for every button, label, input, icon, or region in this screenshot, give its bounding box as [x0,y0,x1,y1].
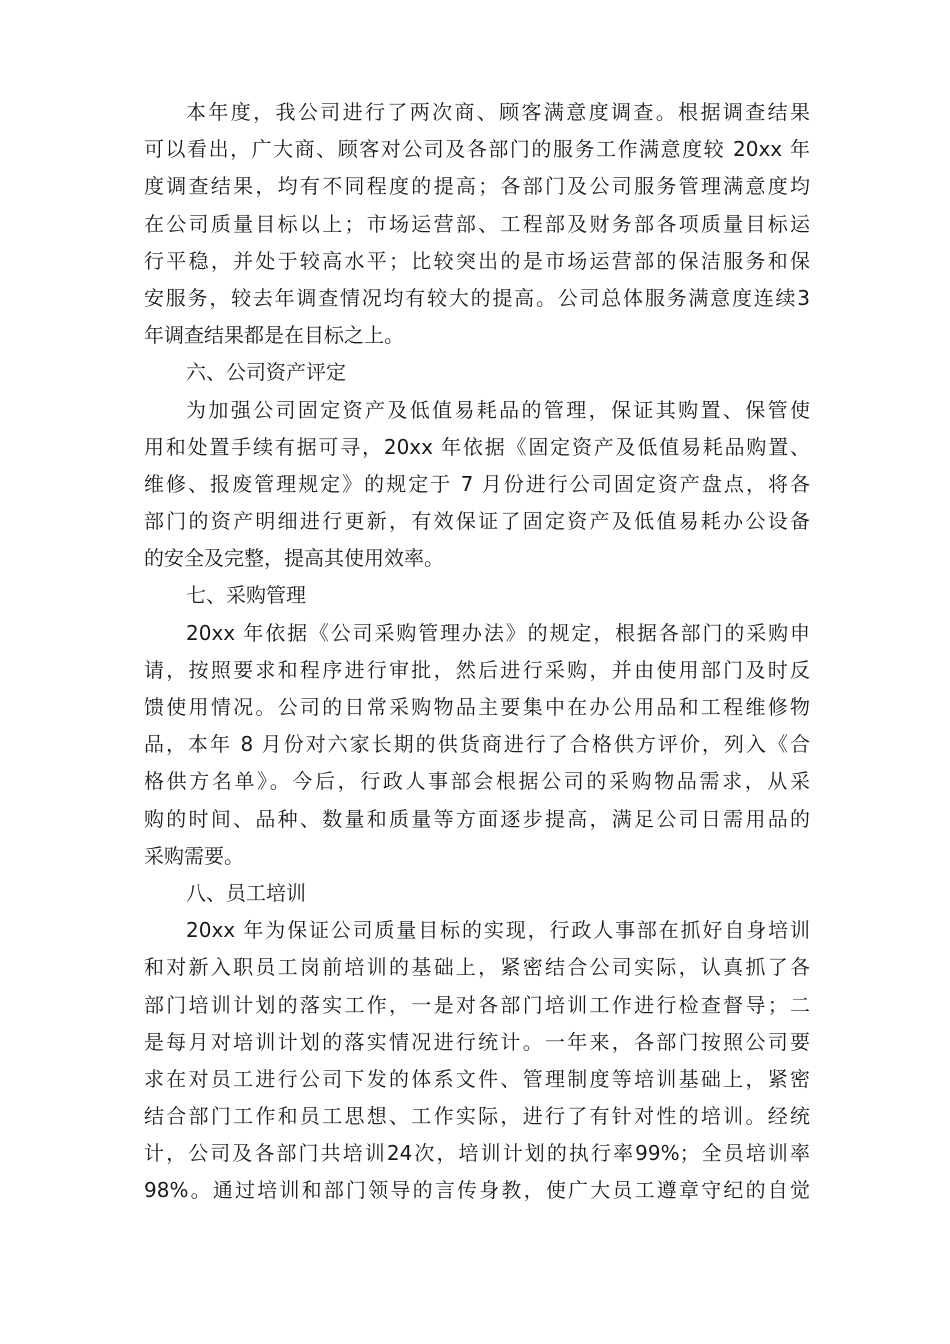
paragraph-line: 请，按照要求和程序进行审批，然后进行采购，并由使用部门及时反 [144,657,810,682]
paragraph-line: 98%。通过培训和部门领导的言传身教，使广大员工遵章守纪的自觉 [144,1178,810,1203]
paragraph-line: 部门培训计划的落实工作，一是对各部门培训工作进行检查督导；二 [144,992,810,1017]
paragraph-line: 为加强公司固定资产及低值易耗品的管理，保证其购置、保管使 [186,397,810,422]
paragraph-line: 是每月对培训计划的落实情况进行统计。一年来，各部门按照公司要 [144,1029,810,1054]
paragraph-line: 在公司质量目标以上；市场运营部、工程部及财务部各项质量目标运 [144,211,810,236]
section-heading: 八、员工培训 [186,880,306,905]
paragraph-line: 可以看出，广大商、顾客对公司及各部门的服务工作满意度较 20xx 年 [144,137,810,162]
paragraph-line: 20xx 年依据《公司采购管理办法》的规定，根据各部门的采购申 [186,620,810,645]
paragraph-line: 馈使用情况。公司的日常采购物品主要集中在办公用品和工程维修物 [144,695,810,719]
paragraph-line: 计，公司及各部门共培训24次，培训计划的执行率99%；全员培训率 [144,1141,810,1166]
document-body [144,94,810,1210]
paragraph-line: 度调查结果，均有不同程度的提高；各部门及公司服务管理满意度均 [144,174,810,199]
paragraph-line: 本年度，我公司进行了两次商、顾客满意度调查。根据调查结果 [186,100,810,124]
paragraph-line: 20xx 年为保证公司质量目标的实现，行政人事部在抓好自身培训 [186,918,810,943]
paragraph-line: 的安全及完整，提高其使用效率。 [144,546,444,571]
paragraph-line: 结合部门工作和员工思想、工作实际，进行了有针对性的培训。经统 [144,1104,810,1129]
paragraph-line: 品，本年 8 月份对六家长期的供货商进行了合格供方评价，列入《合 [144,732,810,757]
paragraph-line: 购的时间、品种、数量和质量等方面逐步提高，满足公司日需用品的 [144,806,810,831]
paragraph-line: 求在对员工进行公司下发的体系文件、管理制度等培训基础上，紧密 [144,1066,810,1091]
paragraph-line: 用和处置手续有据可寻，20xx 年依据《固定资产及低值易耗品购置、 [144,434,810,459]
section-heading: 七、采购管理 [186,583,306,608]
paragraph-line: 年调查结果都是在目标之上。 [144,323,404,348]
paragraph-line: 和对新入职员工岗前培训的基础上，紧密结合公司实际，认真抓了各 [144,955,810,980]
section-heading: 六、公司资产评定 [186,360,346,385]
paragraph-line: 格供方名单》。今后，行政人事部会根据公司的采购物品需求，从采 [144,769,810,794]
paragraph-line: 安服务，较去年调查情况均有较大的提高。公司总体服务满意度连续3 [144,285,810,310]
paragraph-line: 行平稳，并处于较高水平；比较突出的是市场运营部的保洁服务和保 [144,248,810,273]
paragraph-line: 部门的资产明细进行更新，有效保证了固定资产及低值易耗办公设备 [144,509,810,534]
paragraph-line: 采购需要。 [144,843,244,868]
paragraph-line: 维修、报废管理规定》的规定于 7 月份进行公司固定资产盘点，将各 [144,471,810,496]
